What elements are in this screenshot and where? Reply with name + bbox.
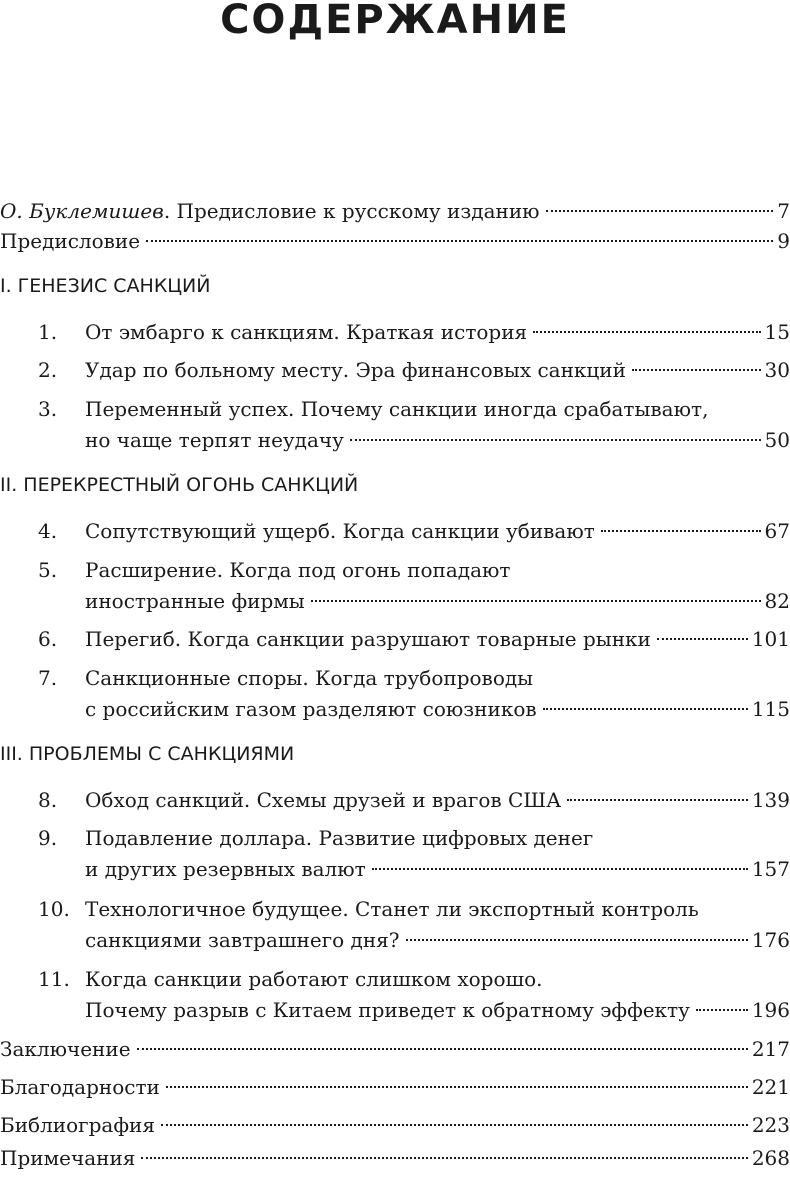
toc-entry-line — [85, 586, 790, 616]
toc-chapter-1[interactable] — [0, 317, 790, 347]
chapter-title-line2: с российским газом разделяют союзников — [85, 697, 537, 721]
page-number: 223 — [751, 1113, 790, 1137]
chapter-number: 1. — [38, 320, 58, 344]
page-number: 196 — [751, 998, 790, 1022]
page-number: 30 — [764, 358, 790, 382]
part-heading-3[interactable] — [0, 739, 790, 769]
page-title: СОДЕРЖАНИЕ — [220, 0, 570, 43]
toc-chapter-6[interactable] — [0, 624, 790, 654]
toc-chapter-9-cont[interactable] — [0, 854, 790, 884]
page-number: 67 — [764, 519, 790, 543]
part-heading-text: III. ПРОБЛЕМЫ С САНКЦИЯМИ — [0, 743, 295, 765]
toc-chapter-2[interactable] — [0, 355, 790, 385]
dot-leader — [350, 438, 761, 441]
toc-entry-line — [85, 516, 790, 546]
chapter-title: Перегиб. Когда санкции разрушают товарные рынки — [85, 627, 651, 651]
dot-leader — [146, 239, 773, 242]
dot-leader — [533, 330, 760, 333]
chapter-title-line1: Расширение. Когда под огонь попадают — [85, 558, 511, 582]
toc-entry-line — [0, 1034, 790, 1064]
chapter-number: 10. — [38, 897, 70, 921]
dot-leader — [546, 209, 774, 212]
toc-title: Библиография — [0, 1113, 155, 1137]
toc-chapter-10-cont[interactable] — [0, 925, 790, 955]
toc-entry-line — [85, 355, 790, 385]
toc-entry-line — [0, 1143, 790, 1173]
toc-entry-line — [0, 196, 790, 226]
chapter-title: Сопутствующий ущерб. Когда санкции убивают — [85, 519, 595, 543]
toc-entry-conclusion[interactable] — [0, 1034, 790, 1064]
toc-chapter-10[interactable] — [0, 894, 790, 924]
toc-entry-line — [0, 226, 790, 256]
dot-leader — [601, 529, 761, 532]
toc-chapter-3[interactable] — [0, 394, 790, 424]
toc-title: Благодарности — [0, 1075, 160, 1099]
toc-entry-line — [0, 1072, 790, 1102]
dot-leader — [406, 938, 748, 941]
toc-chapter-3-cont[interactable] — [0, 425, 790, 455]
dot-leader — [311, 599, 761, 602]
page-number: 268 — [751, 1146, 790, 1170]
toc-entry-line — [85, 425, 790, 455]
toc-chapter-5[interactable] — [0, 555, 790, 585]
chapter-number: 2. — [38, 358, 58, 382]
chapter-number: 7. — [38, 666, 58, 690]
page-number: 139 — [751, 788, 790, 812]
dot-leader — [632, 368, 761, 371]
dot-leader — [696, 1008, 748, 1011]
part-heading-2[interactable] — [0, 470, 790, 500]
page-number: 176 — [751, 928, 790, 952]
page-number: 50 — [764, 428, 790, 452]
toc-title: Заключение — [0, 1037, 131, 1061]
page-number: 9 — [777, 229, 790, 253]
page-number: 115 — [751, 697, 790, 721]
chapter-title: Удар по больному месту. Эра финансовых санкций — [85, 358, 626, 382]
toc-chapter-4[interactable] — [0, 516, 790, 546]
dot-leader — [166, 1085, 748, 1088]
page-number: 15 — [764, 320, 790, 344]
dot-leader — [543, 707, 748, 710]
toc-entry-line — [85, 995, 790, 1025]
chapter-title-line2: Почему разрыв с Китаем приведет к обратному эффекту — [85, 998, 690, 1022]
page-number: 217 — [751, 1037, 790, 1061]
toc-chapter-7-cont[interactable] — [0, 694, 790, 724]
toc-chapter-5-cont[interactable] — [0, 586, 790, 616]
toc-entry-text — [0, 196, 540, 226]
chapter-title-line1: Подавление доллара. Развитие цифровых денег — [85, 826, 594, 850]
chapter-title-line2: и других резервных валют — [85, 857, 366, 881]
chapter-number: 3. — [38, 397, 58, 421]
page-number: 101 — [751, 627, 790, 651]
toc-chapter-11-cont[interactable] — [0, 995, 790, 1025]
page-number: 82 — [764, 589, 790, 613]
dot-leader — [161, 1123, 748, 1126]
chapter-number: 9. — [38, 826, 58, 850]
chapter-title-line2: иностранные фирмы — [85, 589, 305, 613]
part-heading-text: II. ПЕРЕКРЕСТНЫЙ ОГОНЬ САНКЦИЙ — [0, 474, 359, 496]
chapter-title-line1: Когда санкции работают слишком хорошо. — [85, 967, 543, 991]
chapter-title-line1: Переменный успех. Почему санкции иногда срабатывают, — [85, 397, 709, 421]
dot-leader — [141, 1156, 747, 1159]
dot-leader — [372, 867, 748, 870]
chapter-title-line1: Технологичное будущее. Станет ли экспортный контроль — [85, 897, 699, 921]
chapter-title: Обход санкций. Схемы друзей и врагов США — [85, 788, 562, 812]
toc-entry-line — [85, 317, 790, 347]
chapter-number: 4. — [38, 519, 58, 543]
toc-entry-acknowledgements[interactable] — [0, 1072, 790, 1102]
toc-entry-line — [85, 624, 790, 654]
toc-entry-line — [85, 925, 790, 955]
toc-chapter-8[interactable] — [0, 785, 790, 815]
chapter-number: 8. — [38, 788, 58, 812]
dot-leader — [657, 637, 748, 640]
toc-chapter-9[interactable] — [0, 823, 790, 853]
chapter-number: 6. — [38, 627, 58, 651]
toc-title: . Предисловие к русскому изданию — [163, 199, 540, 223]
toc-chapter-7[interactable] — [0, 663, 790, 693]
toc-entry-russian-preface[interactable] — [0, 196, 790, 226]
page-number: 221 — [751, 1075, 790, 1099]
toc-entry-line — [85, 785, 790, 815]
toc-entry-notes[interactable] — [0, 1143, 790, 1173]
chapter-title-line2: но чаще терпят неудачу — [85, 428, 344, 452]
dot-leader — [567, 798, 748, 801]
toc-entry-line — [85, 694, 790, 724]
page-number: 157 — [751, 857, 790, 881]
chapter-title-line2: санкциями завтрашнего дня? — [85, 928, 400, 952]
toc-title: Предисловие — [0, 229, 141, 253]
part-heading-1[interactable] — [0, 271, 790, 301]
chapter-number: 11. — [38, 967, 70, 991]
toc-entry-line — [0, 1110, 790, 1140]
page-number: 7 — [777, 199, 790, 223]
toc-entry-preface[interactable] — [0, 226, 790, 256]
toc-title: Примечания — [0, 1146, 136, 1170]
dot-leader — [137, 1047, 748, 1050]
toc-entry-bibliography[interactable] — [0, 1110, 790, 1140]
toc-chapter-11[interactable] — [0, 964, 790, 994]
toc-author: О. Буклемишев — [0, 199, 164, 223]
toc-entry-line — [85, 854, 790, 884]
chapter-number: 5. — [38, 558, 58, 582]
chapter-title-line1: Санкционные споры. Когда трубопроводы — [85, 666, 534, 690]
chapter-title: От эмбарго к санкциям. Краткая история — [85, 320, 528, 344]
part-heading-text: I. ГЕНЕЗИС САНКЦИЙ — [0, 275, 211, 297]
